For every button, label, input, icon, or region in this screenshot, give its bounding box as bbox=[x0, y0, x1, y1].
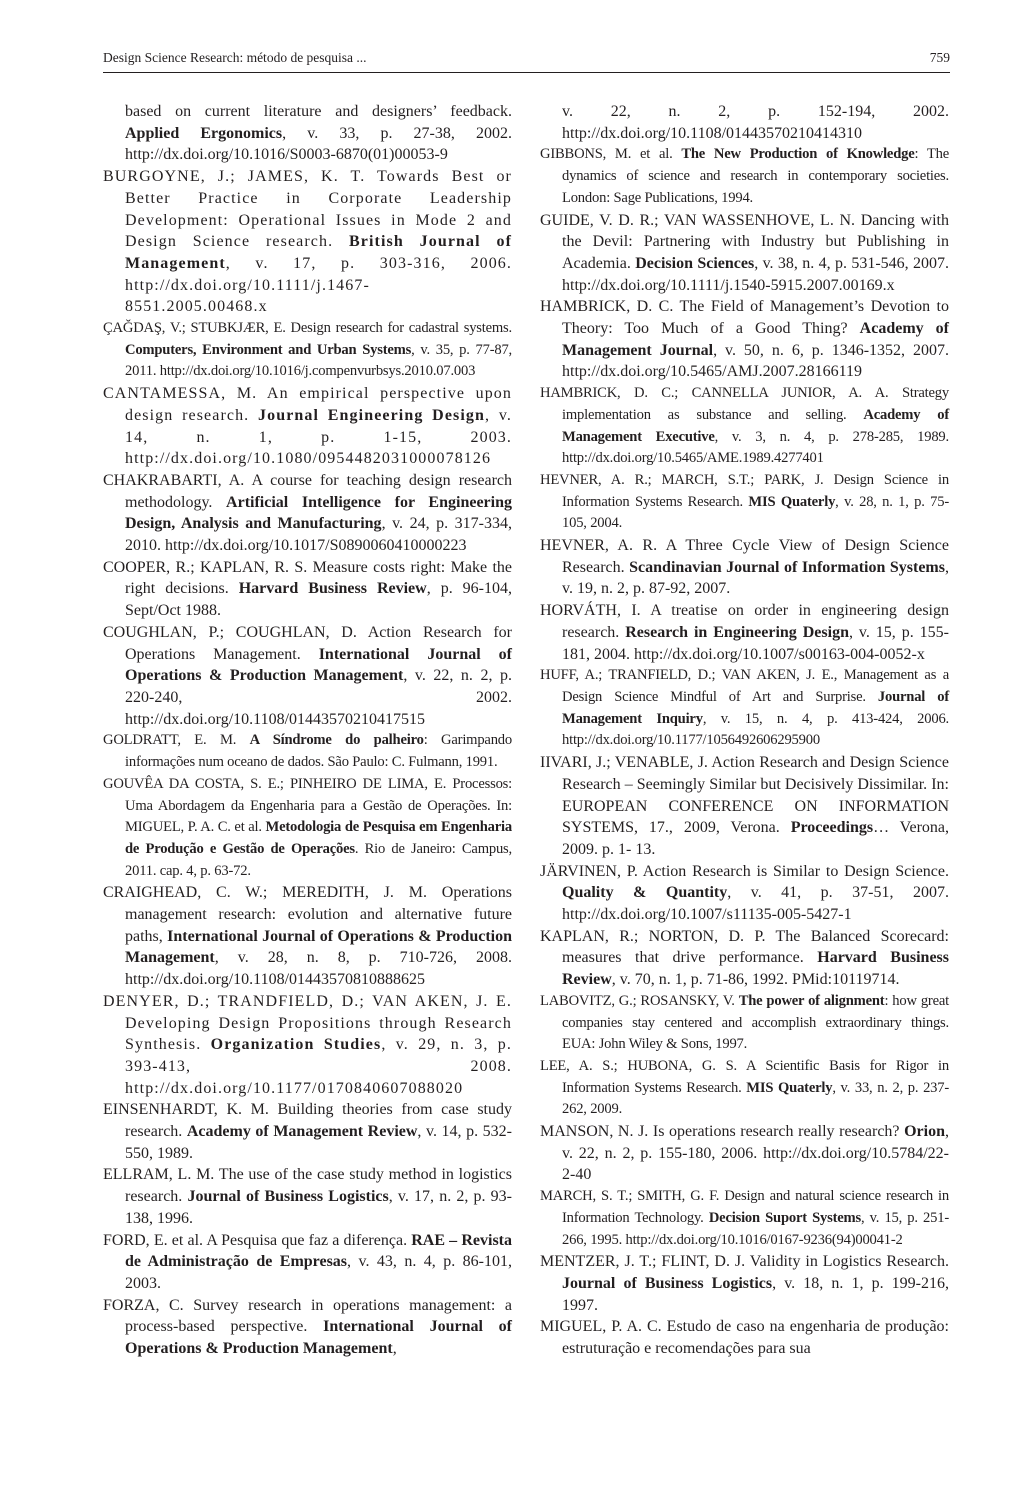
reference-entry bbox=[540, 665, 949, 752]
reference-text: CANTAMESSA, M. An empirical perspective upon design research. bbox=[103, 385, 512, 424]
reference-text: COOPER, R.; KAPLAN, R. S. Measure costs right: Make the right decisions. bbox=[103, 558, 512, 598]
reference-text: , v. 70, n. 1, p. 71-86, 1992. PMid:10119714. bbox=[611, 971, 900, 989]
reference-text: , v. 33, n. 2, p. 237-262, 2009. bbox=[562, 1079, 950, 1118]
reference-entry bbox=[103, 882, 512, 991]
reference-text: GIBBONS, M. et al. bbox=[540, 146, 682, 163]
reference-text: HAMBRICK, D. C.; CANNELLA JUNIOR, A. A. Strategy implementation as substance and selling. bbox=[540, 385, 949, 423]
reference-source-title: Scandinavian Journal of Information Systems bbox=[629, 558, 945, 576]
reference-source-title: Academy of Management Journal bbox=[562, 320, 950, 359]
reference-text: KAPLAN, R.; NORTON, D. P. The Balanced Scorecard: measures that drive performance. bbox=[540, 927, 949, 967]
reference-source-title: MIS Quaterly bbox=[746, 1079, 833, 1096]
reference-entry bbox=[103, 1164, 512, 1229]
reference-entry bbox=[540, 1186, 949, 1251]
reference-text: HORVÁTH, I. A treatise on order in engineering design research. bbox=[540, 602, 949, 641]
reference-entry bbox=[540, 470, 949, 535]
reference-source-title: RAE – Revista de Administração de Empresas bbox=[125, 1231, 513, 1271]
reference-source-title: Quality & Quantity bbox=[562, 884, 728, 902]
reference-entry bbox=[103, 383, 512, 470]
reference-source-title: The power of alignment bbox=[738, 992, 885, 1009]
reference-entry bbox=[540, 210, 949, 297]
reference-text: , v. 17, p. 303-316, 2006. http://dx.doi.org/10.1111/j.1467-8551.2005.00468.x bbox=[125, 254, 512, 316]
reference-source-title: Harvard Business Review bbox=[238, 580, 427, 598]
reference-source-title: Orion bbox=[904, 1123, 945, 1141]
reference-entry bbox=[540, 1056, 949, 1121]
reference-text: , v. 14, p. 532-550, 1989. bbox=[125, 1123, 512, 1162]
reference-entry bbox=[103, 557, 512, 622]
reference-text: EINSENHARDT, K. M. Building theories from case study research. bbox=[103, 1101, 512, 1141]
reference-entry bbox=[540, 101, 949, 144]
reference-entry bbox=[103, 1295, 512, 1360]
reference-source-title: Journal of Business Logistics bbox=[187, 1188, 389, 1206]
reference-text: , v. 33, p. 27-38, 2002. http://dx.doi.org/10.1016/S0003-6870(01)00053-9 bbox=[125, 124, 513, 164]
reference-source-title: Artificial Intelligence for Engineering Design, Analysis and Manufacturing bbox=[125, 493, 512, 533]
reference-source-title: Computers, Environment and Urban Systems bbox=[125, 341, 412, 358]
reference-entry bbox=[540, 383, 949, 470]
reference-entry bbox=[540, 1251, 949, 1316]
reference-text: BURGOYNE, J.; JAMES, K. T. Towards Best or Better Practice in Corporate Leadership Development: Operational Issues in Mode 2 and Design Science research. bbox=[103, 168, 512, 251]
reference-entry bbox=[540, 600, 949, 665]
reference-text: FORD, E. et al. A Pesquisa que faz a diferença. bbox=[103, 1231, 412, 1249]
reference-text: HAMBRICK, D. C. The Field of Management’s Devotion to Theory: Too Much of a Good Thing? bbox=[540, 298, 949, 338]
reference-source-title: Proceedings bbox=[790, 819, 874, 837]
reference-text: , v. 19, n. 2, p. 87-92, 2007. bbox=[562, 558, 949, 598]
reference-text: DENYER, D.; TRANDFIELD, D.; VAN AKEN, J. E. Developing Design Propositions through Research Synthesis. bbox=[103, 992, 512, 1054]
reference-source-title: British Journal of Management bbox=[125, 233, 513, 272]
reference-entry bbox=[540, 535, 949, 600]
reference-text: CRAIGHEAD, C. W.; MEREDITH, J. M. Operations management research: evolution and alternative future paths, bbox=[103, 884, 512, 945]
reference-source-title: Journal of Business Logistics bbox=[562, 1274, 773, 1292]
running-header bbox=[103, 48, 950, 73]
reference-entry bbox=[103, 101, 512, 166]
reference-text: , v. 50, n. 6, p. 1346-1352, 2007. http://dx.doi.org/10.5465/AMJ.2007.28166119 bbox=[562, 341, 949, 381]
reference-text: , v. 17, n. 2, p. 93-138, 1996. bbox=[125, 1188, 512, 1227]
reference-entry bbox=[540, 752, 949, 861]
reference-text: , p. 96-104, Sept/Oct 1988. bbox=[125, 580, 512, 620]
reference-entry bbox=[103, 470, 512, 557]
reference-source-title: The New Production of Knowledge bbox=[681, 146, 915, 163]
reference-entry bbox=[540, 926, 949, 991]
reference-text: FORZA, C. Survey research in operations management: a process-based perspective. bbox=[103, 1296, 512, 1336]
reference-text: CHAKRABARTI, A. A course for teaching design research methodology. bbox=[103, 471, 512, 511]
reference-text: : how great companies stay centered and accomplish extraordinary things. EUA: John Wiley & Sons, 1997. bbox=[562, 992, 949, 1053]
reference-text: , v. 28, n. 8, p. 710-726, 2008. http://dx.doi.org/10.1108/01443570810888625 bbox=[125, 949, 512, 989]
reference-source-title: Organization Studies bbox=[210, 1036, 382, 1054]
reference-source-title: Journal of Management Inquiry bbox=[562, 688, 949, 727]
reference-text: , v. 15, n. 4, p. 413-424, 2006. http://dx.doi.org/10.1177/1056492606295900 bbox=[562, 710, 949, 749]
reference-text: , v. 41, p. 37-51, 2007. http://dx.doi.org/10.1007/s11135-005-5427-1 bbox=[562, 884, 950, 924]
reference-text: , v. 15, p. 251-266, 1995. http://dx.doi.org/10.1016/0167-9236(94)00041-2 bbox=[562, 1209, 949, 1248]
reference-text: , v. 22, n. 2, p. 220-240, 2002. http://dx.doi.org/10.1108/01443570210417515 bbox=[125, 667, 513, 728]
reference-text: GOUVÊA DA COSTA, S. E.; PINHEIRO DE LIMA, E. Processos: Uma Abordagem da Engenharia para a Gestão de Operações. In: MIGUEL, P. A. C. et al. bbox=[103, 775, 512, 836]
reference-text: v. 22, n. 2, p. 152-194, 2002. http://dx.doi.org/10.1108/01443570210414310 bbox=[562, 103, 949, 142]
reference-source-title: Decision Suport Systems bbox=[708, 1209, 861, 1226]
reference-source-title: Harvard Business Review bbox=[562, 949, 949, 989]
reference-source-title: International Journal of Operations & Production Management bbox=[125, 645, 512, 685]
reference-text: IIVARI, J.; VENABLE, J. Action Research and Design Science Research – Seemingly Similar but Decisively Dissimilar. In: EUROPEAN CONFERENCE ON INFORMATION SYSTEMS, 17., 2009, Verona. bbox=[540, 754, 949, 837]
reference-text: , v. 43, n. 4, p. 86-101, 2003. bbox=[125, 1253, 512, 1292]
reference-text: , v. 24, p. 317-334, 2010. http://dx.doi.org/10.1017/S0890060410000223 bbox=[125, 515, 513, 555]
reference-text: , v. 28, n. 1, p. 75-105, 2004. bbox=[562, 493, 950, 532]
reference-text: , v. 3, n. 4, p. 278-285, 1989. http://dx.doi.org/10.5465/AME.1989.4277401 bbox=[562, 428, 949, 467]
reference-text: ÇAĞDAŞ, V.; STUBKJÆR, E. Design research for cadastral systems. bbox=[103, 320, 512, 337]
reference-text: , v. 15, p. 155-181, 2004. http://dx.doi.org/10.1007/s00163-004-0052-x bbox=[562, 623, 949, 663]
reference-text: LEE, A. S.; HUBONA, G. S. A Scientific Basis for Rigor in Information Systems Research. bbox=[540, 1057, 949, 1096]
reference-source-title: A Síndrome do palheiro bbox=[249, 732, 424, 749]
reference-text: : The dynamics of science and research in contemporary societies. London: Sage Publications, 1994. bbox=[562, 146, 950, 206]
reference-source-title: Academy of Management Review bbox=[186, 1123, 418, 1141]
references-right-column bbox=[540, 101, 949, 1360]
reference-text: , v. 18, n. 1, p. 199-216, 1997. bbox=[562, 1274, 949, 1314]
reference-entry bbox=[103, 991, 512, 1100]
reference-entry bbox=[103, 774, 512, 883]
reference-source-title: Metodologia de Pesquisa em Engenharia de Produção e Gestão de Operações bbox=[125, 819, 513, 857]
reference-entry bbox=[103, 318, 512, 383]
reference-text: GOLDRATT, E. M. bbox=[103, 732, 250, 749]
reference-source-title: Academy of Management Executive bbox=[562, 406, 949, 445]
reference-text: MIGUEL, P. A. C. Estudo de caso na engenharia de produção: estruturação e recomendações para sua bbox=[540, 1318, 949, 1358]
reference-entry bbox=[103, 730, 512, 773]
reference-source-title: MIS Quaterly bbox=[748, 493, 836, 510]
references-left-column bbox=[103, 101, 512, 1360]
reference-entry bbox=[103, 166, 512, 318]
reference-text: HEVNER, A. R. A Three Cycle View of Design Science Research. bbox=[540, 537, 949, 576]
reference-source-title: International Journal of Operations & Production Management bbox=[125, 1318, 512, 1358]
reference-entry bbox=[540, 296, 949, 383]
reference-source-title: Research in Engineering Design bbox=[625, 623, 849, 641]
page-number: 759 bbox=[929, 50, 950, 65]
reference-text: COUGHLAN, P.; COUGHLAN, D. Action Research for Operations Management. bbox=[103, 623, 512, 663]
reference-text: MARCH, S. T.; SMITH, G. F. Design and natural science research in Information Technology. bbox=[540, 1188, 949, 1226]
reference-entry bbox=[540, 991, 949, 1056]
reference-entry bbox=[103, 622, 512, 731]
running-title: Design Science Research: método de pesquisa ... bbox=[103, 50, 367, 65]
reference-source-title: International Journal of Operations & Production Management bbox=[125, 927, 512, 967]
reference-entry bbox=[540, 1316, 949, 1359]
reference-entry bbox=[540, 861, 949, 926]
reference-text: , v. 35, p. 77-87, 2011. http://dx.doi.org/10.1016/j.compenvurbsys.2010.07.003 bbox=[125, 341, 512, 380]
reference-entry bbox=[103, 1230, 512, 1295]
reference-entry bbox=[103, 1099, 512, 1164]
reference-text: , v. 29, n. 3, p. 393-413, 2008. http://dx.doi.org/10.1177/0170840607088020 bbox=[125, 1036, 512, 1097]
reference-text: : Garimpando informações num oceano de dados. São Paulo: C. Fulmann, 1991. bbox=[125, 732, 512, 771]
reference-text: … Verona, 2009. p. 1- 13. bbox=[562, 819, 949, 858]
reference-text: HEVNER, A. R.; MARCH, S.T.; PARK, J. Design Science in Information Systems Research. bbox=[540, 471, 949, 510]
reference-source-title: Journal Engineering Design bbox=[258, 406, 485, 424]
reference-text: , bbox=[392, 1340, 397, 1358]
reference-text: LABOVITZ, G.; ROSANSKY, V. bbox=[540, 992, 739, 1009]
reference-text: JÄRVINEN, P. Action Research is Similar to Design Science. bbox=[540, 862, 949, 880]
reference-text: . Rio de Janeiro: Campus, 2011. cap. 4, p. 63-72. bbox=[125, 840, 512, 879]
reference-entry bbox=[540, 144, 949, 209]
reference-text: MANSON, N. J. Is operations research really research? bbox=[540, 1123, 905, 1141]
reference-text: MENTZER, J. T.; FLINT, D. J. Validity in Logistics Research. bbox=[540, 1253, 949, 1271]
reference-text: based on current literature and designers’ feedback. bbox=[125, 103, 512, 120]
reference-text: , v. 22, n. 2, p. 155-180, 2006. http://dx.doi.org/10.5784/22-2-40 bbox=[562, 1123, 949, 1184]
reference-text: , v. 38, n. 4, p. 531-546, 2007. http://dx.doi.org/10.1111/j.1540-5915.2007.00169.x bbox=[562, 254, 950, 294]
reference-text: , v. 14, n. 1, p. 1-15, 2003. http://dx.doi.org/10.1080/0954482031000078126 bbox=[125, 406, 512, 468]
reference-text: ELLRAM, L. M. The use of the case study method in logistics research. bbox=[103, 1166, 512, 1206]
reference-entry bbox=[540, 1121, 949, 1186]
reference-text: HUFF, A.; TRANFIELD, D.; VAN AKEN, J. E., Management as a Design Science Mindful of Art and Surprise. bbox=[540, 667, 949, 705]
reference-source-title: Decision Sciences bbox=[635, 254, 755, 272]
reference-text: GUIDE, V. D. R.; VAN WASSENHOVE, L. N. Dancing with the Devil: Partnering with Industry but Publishing in Academia. bbox=[540, 211, 949, 272]
reference-source-title: Applied Ergonomics bbox=[125, 124, 283, 142]
